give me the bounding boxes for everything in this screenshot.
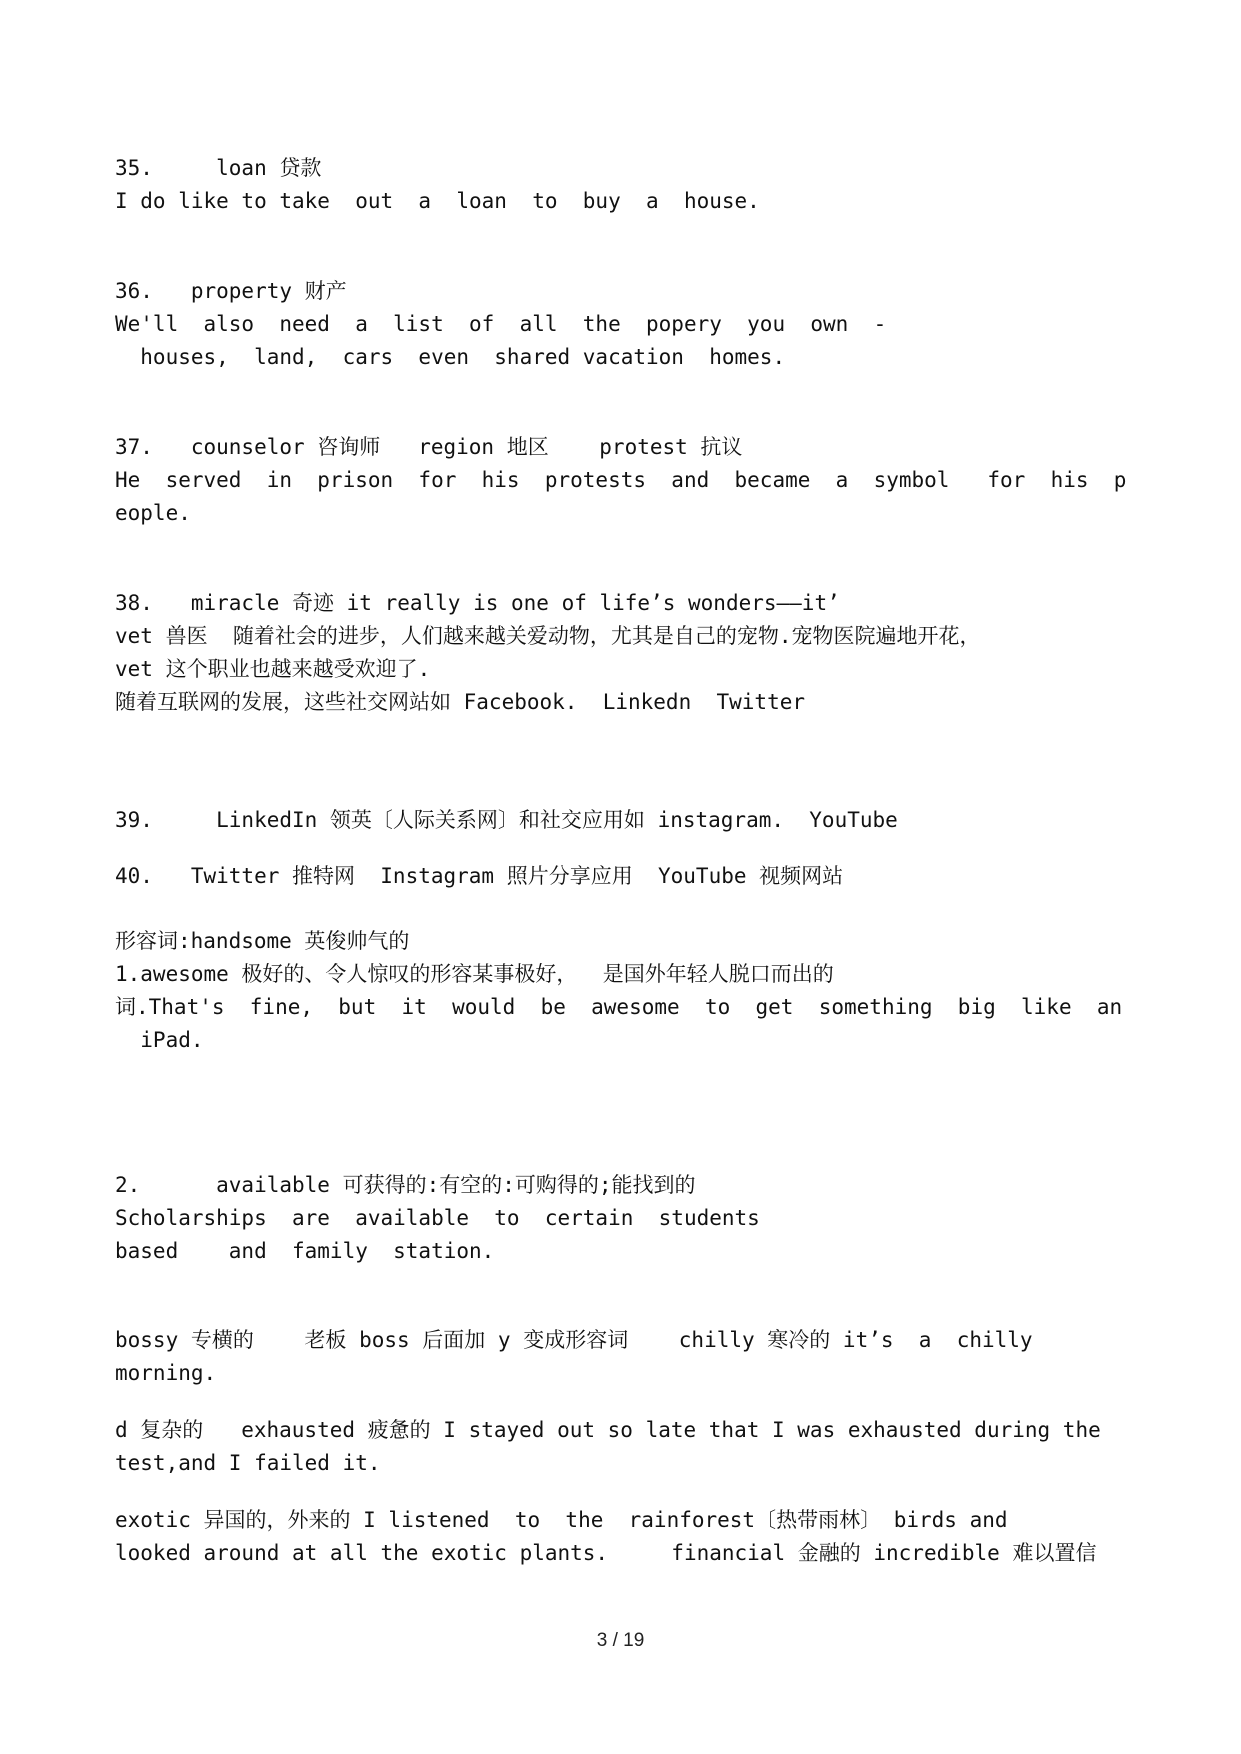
entry-38-heading: 38. miracle 奇迹 it really is one of life’s wonders——it’: [115, 591, 840, 615]
bossy-line-2: morning.: [115, 1361, 217, 1385]
available-line-3: based and family station.: [115, 1239, 495, 1263]
entry-40-heading: 40. Twitter 推特网 Instagram 照片分享应用 YouTube 视频网站: [115, 864, 844, 888]
entry-37-example-line-2: eople.: [115, 501, 191, 525]
exhausted-line-1: d 复杂的 exhausted 疲惫的 I stayed out so late that I was exhausted during the: [115, 1418, 1101, 1442]
available-line-1: 2. available 可获得的:有空的:可购得的;能找到的: [115, 1173, 696, 1197]
exotic-line-1: exotic 异国的，外来的 I listened to the rainforest〔热带雨林〕 birds and: [115, 1508, 1008, 1532]
entry-39-heading: 39. LinkedIn 领英〔人际关系网〕和社交应用如 instagram. YouTube: [115, 808, 898, 832]
entry-37-example-line-1: He served in prison for his protests and became a symbol for his p: [115, 468, 1127, 492]
adjectives-title: 形容词:handsome 英俊帅气的: [115, 929, 410, 953]
entry-36-heading: 36. property 财产: [115, 279, 347, 303]
awesome-line-3: iPad.: [115, 1028, 204, 1052]
entry-35-heading: 35. loan 贷款: [115, 156, 322, 180]
entry-36-example-line-1: We'll also need a list of all the popery you own -: [115, 312, 887, 336]
available-line-2: Scholarships are available to certain students: [115, 1206, 760, 1230]
exhausted-line-2: test,and I failed it.: [115, 1451, 381, 1475]
exotic-line-2: looked around at all the exotic plants. financial 金融的 incredible 难以置信: [115, 1541, 1097, 1565]
entry-38-line-3: vet 这个职业也越来越受欢迎了.: [115, 657, 431, 681]
entry-35-example: I do like to take out a loan to buy a house.: [115, 189, 760, 213]
entry-37-heading: 37. counselor 咨询师 region 地区 protest 抗议: [115, 435, 743, 459]
bossy-line-1: bossy 专横的 老板 boss 后面加 y 变成形容词 chilly 寒冷的 it’s a chilly: [115, 1328, 1033, 1352]
entry-38-line-2: vet 兽医 随着社会的进步，人们越来越关爱动物，尤其是自己的宠物.宠物医院遍地开花，: [115, 624, 981, 648]
entry-36-example-line-2: houses, land, cars even shared vacation homes.: [115, 345, 786, 369]
entry-38-line-4: 随着互联网的发展，这些社交网站如 Facebook. Linkedn Twitter: [115, 690, 806, 714]
page-number: 3 / 19: [596, 1630, 645, 1651]
awesome-line-2: 词.That's fine, but it would be awesome to get something big like an: [115, 995, 1123, 1019]
awesome-line-1: 1.awesome 极好的、令人惊叹的形容某事极好， 是国外年轻人脱口而出的: [115, 962, 834, 986]
